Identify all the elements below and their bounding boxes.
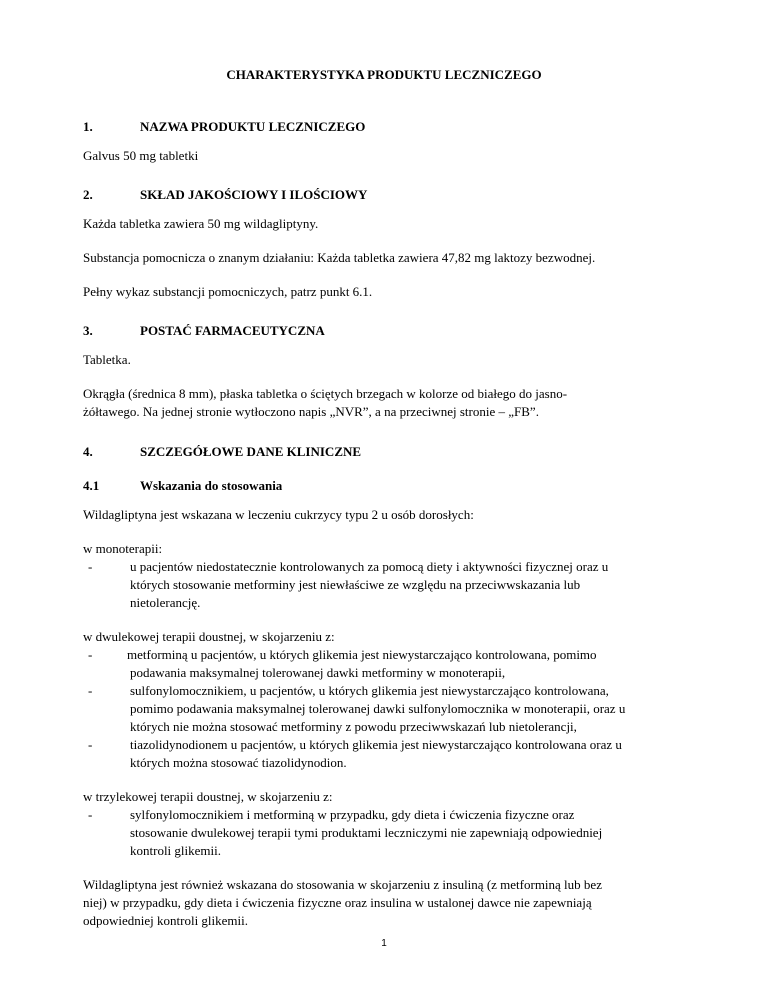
page-number: 1 [381,938,387,949]
section-1-heading: NAZWA PRODUKTU LECZNICZEGO [140,119,366,134]
section-2-heading: SKŁAD JAKOŚCIOWY I ILOŚCIOWY [140,187,368,202]
section-4-number: 4. [83,444,93,459]
list-item-line: sulfonylomocznikiem, u pacjentów, u których glikemia jest niewystarczająco kontrolowana, [130,683,609,698]
paragraph: Pełny wykaz substancji pomocniczych, patrz punkt 6.1. [83,284,373,299]
list-item-line: kontroli glikemii. [130,843,221,858]
list-item-line: których stosowanie metforminy jest niewłaściwe ze względu na przeciwwskazania lub [130,577,581,592]
list-item-line: pomimo podawania maksymalnej tolerowanej dawki sulfonylomocznika w monoterapii, oraz u [130,701,626,716]
paragraph-line: Wildagliptyna jest również wskazana do stosowania w skojarzeniu z insuliną (z metforminą lub bez [83,877,602,892]
list-dash: - [88,807,93,822]
paragraph: Wildagliptyna jest wskazana w leczeniu cukrzycy typu 2 u osób dorosłych: [83,507,474,522]
paragraph-line: żółtawego. Na jednej stronie wytłoczono napis „NVR”, a na przeciwnej stronie – „FB”. [83,404,539,419]
list-item-line: metforminą u pacjentów, u których glikemia jest niewystarczająco kontrolowana, pomimo [127,647,597,662]
paragraph: Tabletka. [83,352,131,367]
list-item-line: u pacjentów niedostatecznie kontrolowanych za pomocą diety i aktywności fizycznej oraz u [130,559,609,574]
paragraph-line: niej) w przypadku, gdy dieta i ćwiczenia fizyczne oraz insulina w ustalonej dawce nie zapewniają [83,895,592,910]
list-dash: - [88,647,93,662]
list-item-line: podawania maksymalnej tolerowanej dawki metforminy w monoterapii, [130,665,506,680]
list-dash: - [88,737,93,752]
paragraph: Każda tabletka zawiera 50 mg wildagliptyny. [83,216,319,231]
list-item-line: których nie można stosować metforminy z powodu przeciwwskazań lub nietolerancji, [130,719,577,734]
section-4-1-heading: Wskazania do stosowania [140,478,283,493]
product-name: Galvus 50 mg tabletki [83,148,199,163]
section-1-number: 1. [83,119,93,134]
paragraph-line: Okrągła (średnica 8 mm), płaska tabletka o ściętych brzegach w kolorze od białego do jasno- [83,386,568,401]
section-3-heading: POSTAĆ FARMACEUTYCZNA [140,323,325,338]
section-3-number: 3. [83,323,93,338]
list-label: w monoterapii: [83,541,163,556]
list-dash: - [88,559,93,574]
list-item-line: tiazolidynodionem u pacjentów, u których glikemia jest niewystarczająco kontrolowana oraz u [130,737,622,752]
section-4-1-number: 4.1 [83,478,100,493]
list-item-line: których można stosować tiazolidynodion. [130,755,347,770]
list-label: w dwulekowej terapii doustnej, w skojarzeniu z: [83,629,335,644]
section-2-number: 2. [83,187,93,202]
paragraph: Substancja pomocnicza o znanym działaniu: Każda tabletka zawiera 47,82 mg laktozy bezwodnej. [83,250,596,265]
list-item-line: stosowanie dwulekowej terapii tymi produktami leczniczymi nie zapewniają odpowiedniej [130,825,603,840]
list-item-line: nietolerancję. [130,595,201,610]
list-label: w trzylekowej terapii doustnej, w skojarzeniu z: [83,789,333,804]
list-item-line: sylfonylomocznikiem i metforminą w przypadku, gdy dieta i ćwiczenia fizyczne oraz [130,807,575,822]
section-4-heading: SZCZEGÓŁOWE DANE KLINICZNE [140,444,362,459]
paragraph-line: odpowiedniej kontroli glikemii. [83,913,249,928]
list-dash: - [88,683,93,698]
document-title: CHARAKTERYSTYKA PRODUKTU LECZNICZEGO [226,67,542,82]
